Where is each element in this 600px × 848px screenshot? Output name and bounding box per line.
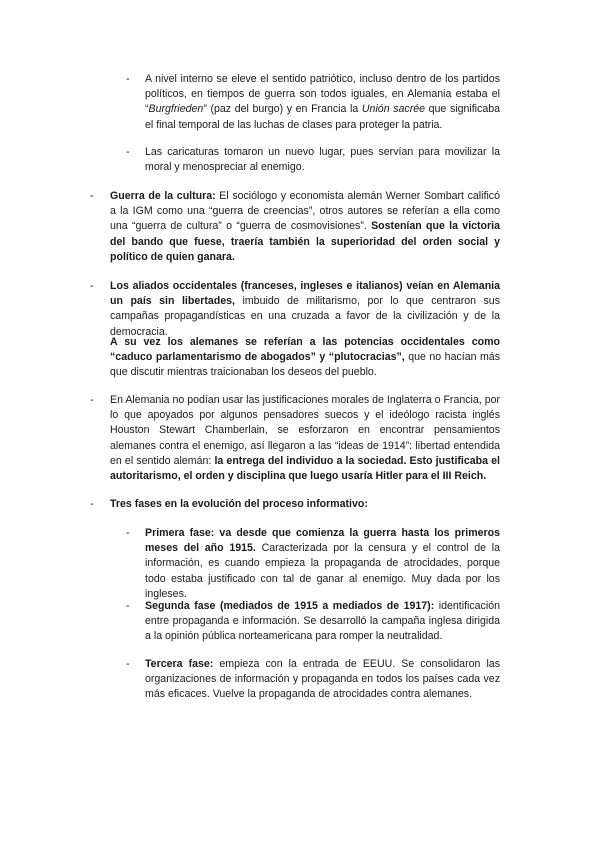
paragraph-text: En Alemania no podían usar las justificaciones morales de Inglaterra o Francia, por lo que apoyados por algunos pensadores suecos y el ideólogo racista inglés Houston Stewart Chamberlain, se esforzaron en encontrar pensamientos alemanes contra el enemigo, así llegaron a las “ideas de 1914”: libertad entendida en el sentido alemán: la entrega del individuo a la sociedad. Esto justificaba el autoritarismo, el orden y disciplina que luego usaría Hitler para el III Reich. <box>110 394 500 483</box>
paragraph-text: Tres fases en la evolución del proceso informativo: <box>110 498 368 510</box>
list-item-phase-1 <box>126 526 500 602</box>
paragraph-text: Primera fase: va desde que comienza la guerra hasta los primeros meses del año 1915. Caracterizada por la censura y el control de la información, es cuando empieza la propaganda de atrocidades, porque todo estaba justificado con tal de ganar al enemigo. Muy dada por los ingleses. <box>145 527 500 600</box>
bullet-dash: - <box>90 190 94 202</box>
list-item-phase-2 <box>126 599 500 645</box>
list-item-patriotism <box>126 72 500 133</box>
paragraph-germans: A su vez los alemanes se referían a las potencias occidentales como “caduco parlamentarismo de abogados” y “plutocracias”, que no hacían más que discutir mientras traicionaban los deseos del pueblo. <box>110 336 500 379</box>
paragraph-text: Tercera fase: empieza con la entrada de EEUU. Se consolidaron las organizaciones de información y propaganda en todos los países cada vez más eficaces. Vuelve la propaganda de atrocidades contra alemanes. <box>145 658 500 701</box>
bullet-dash: - <box>126 146 130 158</box>
paragraph-text: Las caricaturas tomaron un nuevo lugar, pues servían para movilizar la moral y menospreciar al enemigo. <box>145 146 500 174</box>
list-item-justifications <box>90 393 500 484</box>
bullet-dash: - <box>126 73 130 85</box>
paragraph-text: Segunda fase (mediados de 1915 a mediados de 1917): identificación entre propaganda e información. Se desarrolló la campaña inglesa dirigida a la opinión pública norteamericana para romper la neutralidad. <box>145 600 500 643</box>
paragraph-text: Guerra de la cultura: El sociólogo y economista alemán Werner Sombart calificó a la IGM como una “guerra de creencias”, otros autores se referían a ella como una “guerra de cultura” o “guerra de cosmovisiones”. Sostenían que la victoria del bando que fuese, traería también la superioridad del orden social y político de quien ganara. <box>110 190 500 263</box>
bullet-dash: - <box>90 394 94 406</box>
list-item-phase-3 <box>126 657 500 703</box>
bullet-dash: - <box>90 280 94 292</box>
list-item-culture-war <box>90 189 500 265</box>
paragraph-text: Los aliados occidentales (franceses, ingleses e italianos) veían en Alemania un país sin libertades, imbuido de militarismo, por lo que centraron sus campañas propagandísticas en una cruzada a favor de la civilización y de la democracia. <box>110 280 500 338</box>
bullet-dash: - <box>90 498 94 510</box>
bullet-dash: - <box>126 658 130 670</box>
bullet-dash: - <box>126 527 130 539</box>
list-item-three-phases <box>90 497 500 512</box>
bullet-dash: - <box>126 600 130 612</box>
paragraph-text: A nivel interno se eleve el sentido patriótico, incluso dentro de los partidos políticos, en tiempos de guerra son todos iguales, en Alemania estaba el “Burgfrieden” (paz del burgo) y en Francia la Unión sacrée que significaba el final temporal de las luchas de clases para proteger la patria. <box>145 73 501 131</box>
list-item-caricatures <box>126 145 500 175</box>
list-item-allies <box>90 279 500 340</box>
